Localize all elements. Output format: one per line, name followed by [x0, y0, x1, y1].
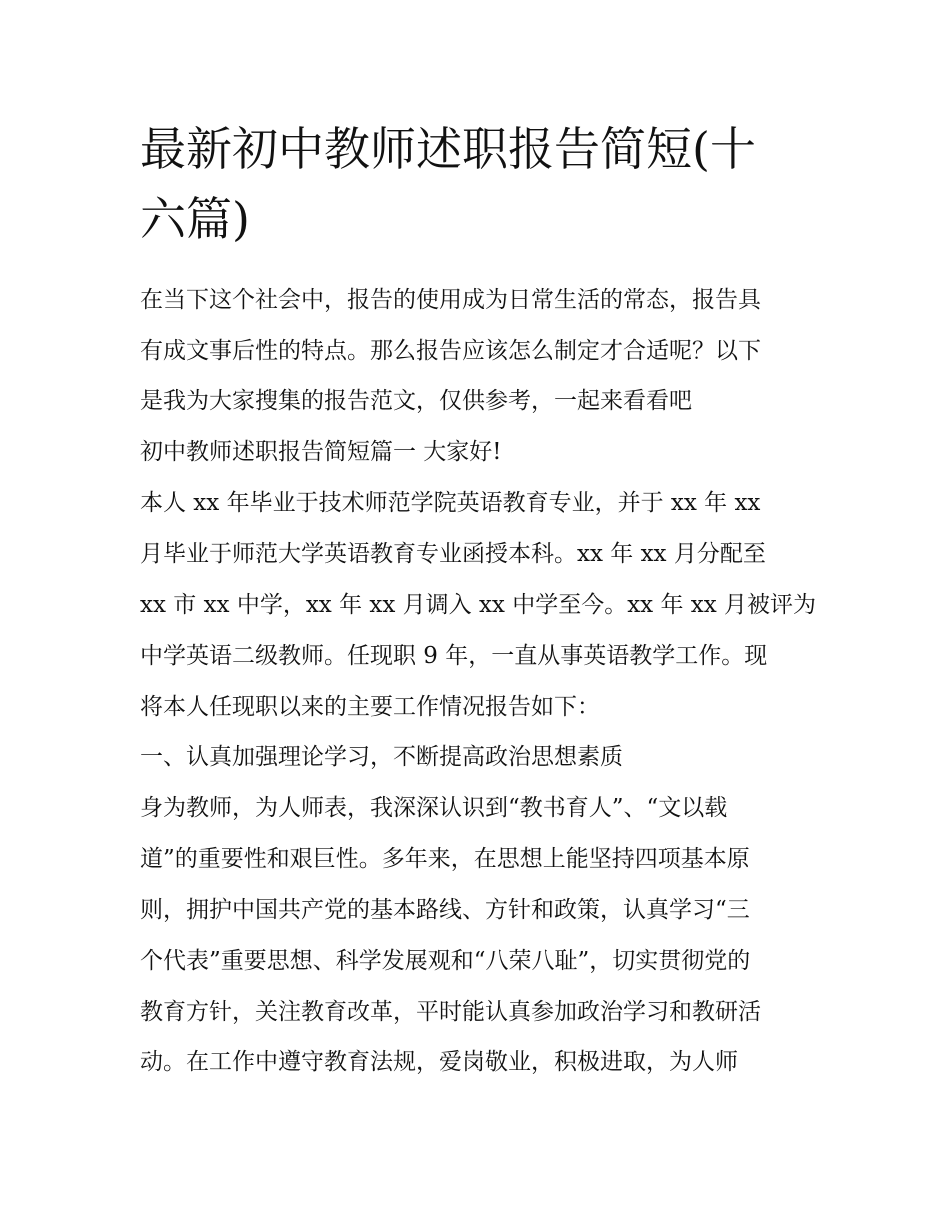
body-line: xx 市 xx 中学，xx 年 xx 月调入 xx 中学至今。xx 年 xx 月被评为: [140, 592, 817, 618]
body-line: 则，拥护中国共产党的基本路线、方针和政策，认真学习“三: [140, 897, 750, 923]
section-heading-1: 初中教师述职报告简短篇一 大家好!: [140, 439, 502, 465]
body-line: 本人 xx 年毕业于技术师范学院英语教育专业，并于 xx 年 xx: [140, 490, 761, 516]
document-title: [140, 114, 820, 254]
title-line-2: 六篇): [140, 192, 250, 246]
intro-line-3: 是我为大家搜集的报告范文，仅供参考，一起来看看吧: [140, 388, 692, 414]
intro-line-1: 在当下这个社会中，报告的使用成为日常生活的常态，报告具: [140, 287, 761, 313]
subheading-1: 一、认真加强理论学习，不断提高政治思想素质: [140, 744, 623, 770]
body-line: 道”的重要性和艰巨性。多年来，在思想上能坚持四项基本原: [140, 846, 750, 872]
body-line: 个代表”重要思想、科学发展观和“八荣八耻”，切实贯彻党的: [140, 948, 751, 974]
intro-line-2: 有成文事后性的特点。那么报告应该怎么制定才合适呢？以下: [140, 338, 761, 364]
body-line: 中学英语二级教师。任现职 9 年，一直从事英语教学工作。现: [140, 643, 768, 669]
body-line: 动。在工作中遵守教育法规，爱岗敬业，积极进取，为人师: [140, 1049, 738, 1075]
body-line: 月毕业于师范大学英语教育专业函授本科。xx 年 xx 月分配至: [140, 541, 766, 567]
body-line: 将本人任现职以来的主要工作情况报告如下：: [140, 694, 600, 720]
body-line: 教育方针，关注教育改革，平时能认真参加政治学习和教研活: [140, 999, 761, 1025]
body-line: 身为教师，为人师表，我深深认识到“教书育人”、“文以载: [140, 795, 728, 821]
title-line-1: 最新初中教师述职报告简短(十: [140, 122, 756, 176]
